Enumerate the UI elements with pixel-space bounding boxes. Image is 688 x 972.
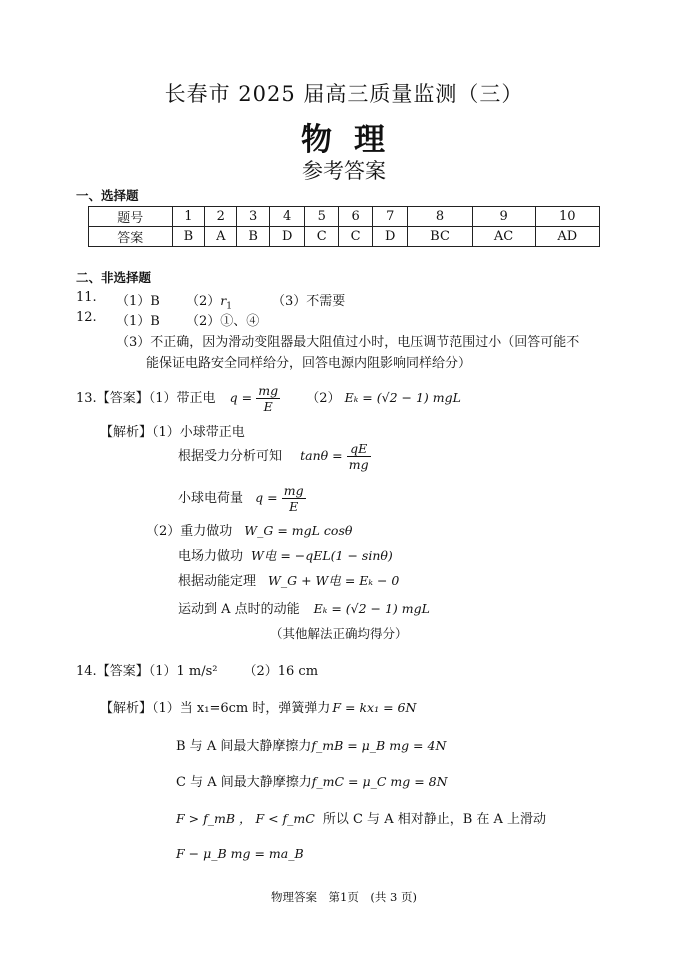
fraction-numerator: qE bbox=[347, 441, 371, 457]
q13-number: 13. bbox=[76, 391, 97, 406]
table-cell: 4 bbox=[269, 207, 304, 227]
document-title: 长春市 2025 届高三质量监测（三） bbox=[164, 82, 524, 106]
table-cell: 6 bbox=[339, 207, 373, 227]
fraction bbox=[347, 441, 371, 472]
subject-title: 物理 bbox=[301, 122, 407, 158]
q14-analysis-line1-expr: F = kx₁ = 6N bbox=[332, 700, 417, 715]
table-cell: 2 bbox=[205, 207, 237, 227]
q13-analysis-2-line3-text: 根据动能定理 bbox=[178, 574, 257, 589]
fraction bbox=[256, 383, 280, 414]
answer-label: 【答案】 bbox=[96, 664, 149, 679]
q13-answer-line bbox=[76, 383, 461, 414]
q13-analysis-1-line2-text: 根据受力分析可知 bbox=[178, 449, 283, 464]
q11-part1: （1）B bbox=[116, 294, 160, 309]
q14-number: 14. bbox=[76, 664, 97, 679]
q11-part2 bbox=[186, 290, 232, 312]
q11-number: 11. bbox=[76, 290, 97, 305]
q13-analysis-head bbox=[100, 421, 245, 440]
q14-analysis-line4 bbox=[176, 808, 546, 827]
fraction-denominator: E bbox=[289, 499, 299, 514]
fraction-numerator: mg bbox=[258, 383, 279, 398]
q14-analysis-line2-expr: f_mB = μ_B mg = 4N bbox=[311, 738, 447, 753]
q14-analysis-line3-expr: f_mC = μ_C mg = 8N bbox=[311, 774, 448, 789]
q13-analysis-1-line3 bbox=[178, 483, 306, 514]
section-heading-nonchoice: 二、非选择题 bbox=[76, 270, 152, 285]
fraction-numerator: mg bbox=[283, 483, 304, 498]
q13-answer-1: （1）带正电 bbox=[148, 391, 216, 406]
table-cell: D bbox=[373, 227, 408, 247]
q13-analysis-2-line4 bbox=[178, 598, 430, 617]
q13-analysis-1-line2 bbox=[178, 441, 371, 472]
table-cell: 1 bbox=[172, 207, 205, 227]
table-cell: 9 bbox=[472, 207, 535, 227]
q14-analysis-line2 bbox=[176, 735, 446, 754]
q12-part3-line2: 能保证电路安全同样给分，回答电源内阻影响同样给分） bbox=[146, 356, 472, 371]
q13-analysis-2-line4-expr: Eₖ = (√2 − 1) mgL bbox=[313, 601, 430, 616]
q13-analysis-2-line4-text: 运动到 A 点时的动能 bbox=[178, 602, 300, 617]
analysis-label: 【解析】 bbox=[100, 701, 153, 716]
page-footer: 物理答案 第1页 (共 3 页) bbox=[271, 890, 417, 904]
q14-analysis-line3-text: C 与 A 间最大静摩擦力 bbox=[176, 775, 312, 790]
fraction-denominator: E bbox=[263, 399, 273, 414]
q11-part3: （3）不需要 bbox=[272, 294, 346, 309]
q14-analysis-line5-expr: F − μ_B mg = ma_B bbox=[176, 846, 304, 861]
analysis-label: 【解析】 bbox=[100, 425, 153, 440]
q13-analysis-2-line2-expr: W电 = −qEL(1 − sinθ) bbox=[251, 548, 393, 563]
q13-answer-2-expr: Eₖ = (√2 − 1) mgL bbox=[344, 390, 461, 405]
table-cell: 8 bbox=[408, 207, 472, 227]
q13-analysis-1-line3-text: 小球电荷量 bbox=[178, 491, 244, 506]
q13-answer-1-lhs: q = bbox=[229, 390, 253, 405]
q14-answer-1: （1）1 m/s² bbox=[148, 664, 218, 679]
q13-analysis-2-line1-expr: W_G = mgL cosθ bbox=[244, 523, 353, 538]
table-cell: AC bbox=[472, 227, 535, 247]
fraction-denominator: mg bbox=[348, 457, 369, 472]
q11-part2-subscript: 1 bbox=[226, 301, 232, 312]
fraction bbox=[282, 483, 306, 514]
table-cell: D bbox=[269, 227, 304, 247]
table-cell: C bbox=[339, 227, 373, 247]
q14-answer-2: （2）16 cm bbox=[243, 664, 319, 679]
grading-note: （其他解法正确均得分） bbox=[270, 626, 408, 641]
answer-label: 【答案】 bbox=[96, 391, 149, 406]
answer-table-header: 答案 bbox=[89, 227, 173, 247]
table-cell: B bbox=[237, 227, 270, 247]
table-cell: 5 bbox=[305, 207, 339, 227]
table-cell: AD bbox=[535, 227, 599, 247]
q14-analysis-line4-text: 所以 C 与 A 相对静止，B 在 A 上滑动 bbox=[322, 812, 547, 827]
answer-key-subtitle: 参考答案 bbox=[302, 159, 386, 183]
answer-table-row-answers bbox=[89, 227, 600, 247]
q14-analysis-line2-text: B 与 A 间最大静摩擦力 bbox=[176, 739, 312, 754]
q11-part2-symbol: r bbox=[220, 293, 227, 308]
q13-analysis-1-line3-lhs: q = bbox=[255, 490, 278, 505]
q13-analysis-2-line2-text: 电场力做功 bbox=[178, 549, 244, 564]
q14-analysis-line1-text: （1）当 x₁=6cm 时，弹簧弹力 bbox=[152, 701, 331, 716]
table-cell: 10 bbox=[535, 207, 599, 227]
answer-table bbox=[88, 206, 600, 247]
q11-part2-label: （2） bbox=[186, 294, 221, 309]
q13-answer-2-label: （2） bbox=[306, 391, 341, 406]
q14-answer-line bbox=[76, 660, 318, 679]
answer-table-row-numbers bbox=[89, 207, 600, 227]
q14-analysis-line3 bbox=[176, 771, 448, 790]
q13-analysis-2-line3-expr: W_G + W电 = Eₖ − 0 bbox=[268, 573, 400, 588]
q13-analysis-2-line2 bbox=[178, 545, 393, 564]
q13-analysis-2-line1-text: （2）重力做功 bbox=[146, 524, 233, 539]
q13-analysis-1-line2-lhs: tanθ = bbox=[300, 448, 343, 463]
section-heading-choice: 一、选择题 bbox=[76, 188, 139, 203]
table-cell: C bbox=[305, 227, 339, 247]
table-cell: 3 bbox=[237, 207, 270, 227]
q13-analysis-1-head: （1）小球带正电 bbox=[152, 425, 245, 440]
q12-part1: （1）B bbox=[116, 314, 160, 329]
answer-table-header: 题号 bbox=[89, 207, 173, 227]
table-cell: B bbox=[172, 227, 205, 247]
table-cell: A bbox=[205, 227, 237, 247]
q14-analysis-line1 bbox=[100, 697, 416, 716]
q14-analysis-line4-expr: F > f_mB ， F < f_mC bbox=[176, 811, 315, 826]
q12-part2: （2）①、④ bbox=[186, 314, 260, 329]
table-cell: BC bbox=[408, 227, 472, 247]
q14-analysis-line5 bbox=[176, 846, 304, 862]
q12-part3-line1: （3）不正确，因为滑动变阻器最大阻值过小时，电压调节范围过小（回答可能不 bbox=[116, 335, 580, 350]
q13-analysis-2-line1 bbox=[146, 520, 352, 539]
q12-number: 12. bbox=[76, 310, 97, 325]
q13-analysis-2-line3 bbox=[178, 570, 399, 589]
table-cell: 7 bbox=[373, 207, 408, 227]
